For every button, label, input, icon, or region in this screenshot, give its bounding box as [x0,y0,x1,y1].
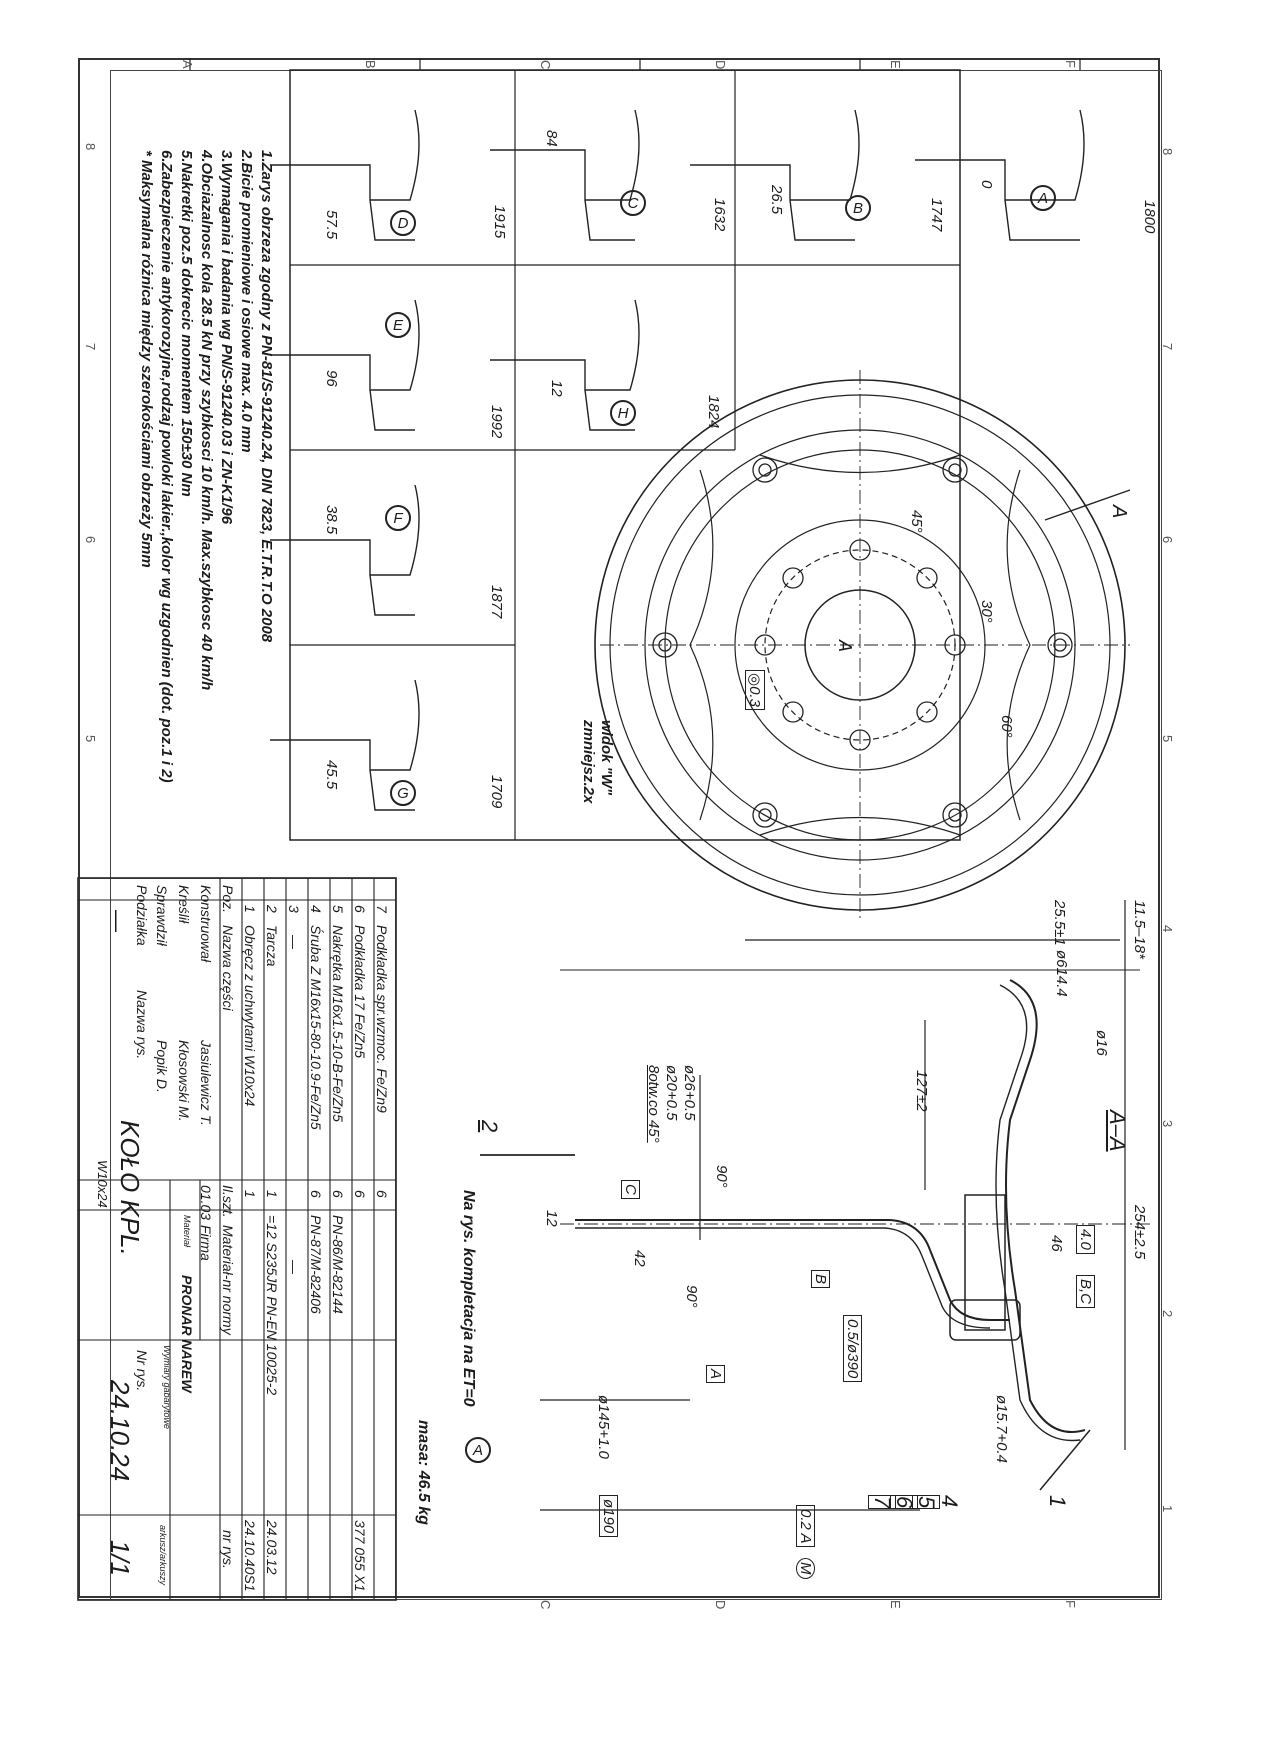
part-3-material: — [286,1260,302,1274]
variant-b-width: 1747 [928,198,945,232]
variant-h-width: 1824 [705,395,722,429]
note-1: 1.Zarys obrzeza zgodny z PN-81/S-91240.24, DIN 7823, E.T.R.T.O 2008 [258,150,275,643]
dim-w115: 11.5–18* [1131,900,1148,959]
part-2-poz: 2 [264,905,280,913]
angle-45: 45° [908,510,925,533]
balloon-1: 1 [1045,1495,1070,1508]
part-6-name: Podkładka 17 Fe/Zn5 [352,925,368,1059]
variant-c-marker: C [620,190,646,216]
datum-bc: B,C [1076,1275,1095,1308]
dim-r16: ø16 [1093,1030,1110,1056]
zone-e-bottom: E [888,1600,903,1609]
part-2-name: Tarcza [264,925,280,967]
zone-3: 3 [1160,1120,1175,1128]
part-2-nr: 24.03.12 [264,1520,280,1575]
header-name: Nazwa części [220,925,236,1011]
drawing-number: 24.10.24 [105,1380,135,1482]
zone-5: 5 [1160,735,1175,743]
et-letter: A [465,1437,491,1463]
concentricity-tolerance: ◎0.3 [745,670,765,710]
konstruowal-name: Jasiulewicz T. [198,1040,214,1126]
dim-12: 12 [543,1210,560,1227]
balloon-5: 5 [914,1496,939,1509]
zone-7-left: 7 [83,343,98,351]
firma: PRONAR NAREW [179,1275,195,1393]
datum-c: C [621,1180,640,1199]
part-2-material: =12 S235JR PN-EN 10025-2 [264,1215,280,1396]
angle-60: 60° [998,715,1015,738]
variant-e-marker: E [385,312,411,338]
date: 01.03 [198,1185,214,1221]
zone-d: D [713,60,728,70]
dim-d190: ø190 [599,1495,618,1537]
zone-6-left: 6 [83,536,98,544]
parts-top-nr: 377 055 X1 [352,1520,368,1592]
variant-g-offset: 45.5 [323,760,340,790]
variant-d-width: 1915 [491,205,508,239]
angle-30: 30° [978,600,995,623]
sprawdzil-label: Sprawdził [154,885,170,946]
datum-a: A [706,1365,725,1383]
zone-e: E [888,60,903,69]
note-6: 6.Zabezpieczenie antykorozyjne,rodzaj powloki lakier.,kolor wg uzgodnien (dot. poz.1 i 2) [158,150,175,783]
note-4: 4.Obciazalnosc kola 28.5 kN przy szybkosci 10 km/h. Max.szybkosc 40 km/h [198,150,215,691]
zone-6: 6 [1160,536,1175,544]
zone-8-left: 8 [83,143,98,151]
part-6-qty: 6 [352,1190,368,1198]
variant-a-marker: A [1030,185,1056,211]
dim-d157: ø15.7+0.4 [993,1395,1010,1463]
view-note-1: widok "W" [598,720,615,796]
podzialka-label: Podziałka [134,885,150,946]
zone-d-bottom: D [713,1600,728,1610]
variant-b-marker: B [845,195,871,221]
nazwa-label: Nazwa rys. [134,990,150,1060]
zone-f-bottom: F [1063,1600,1078,1608]
dim-d145: ø145+1.0 [595,1395,612,1459]
part-4-poz: 4 [308,905,324,913]
section-title: A–A [1105,1110,1130,1152]
drawing-name: KOŁO KPL. [115,1120,145,1256]
sprawdzil-name: Popik D. [154,1040,170,1093]
zone-5-left: 5 [83,735,98,743]
view-note-2: zmniejsz.2x [580,720,597,804]
header-qty: Il.szt. [220,1185,236,1218]
dim-holes: 8otw.co 45° [645,1065,662,1143]
part-1-poz: 1 [242,905,258,913]
balloon-6: 6 [892,1496,917,1509]
dim-w255: 25.5±1 [1051,900,1068,946]
part-5-poz: 5 [330,905,346,913]
variant-c-offset: 84 [543,130,560,147]
dim-42: 42 [631,1250,648,1267]
mmc-mark: M [796,1558,815,1579]
variant-c-width: 1632 [711,198,728,232]
header-poz: Poz. [220,885,236,914]
variant-h-offset: 12 [548,380,565,397]
variant-g-width: 1709 [488,775,505,809]
variant-e-width: 1992 [488,405,505,439]
variant-f-marker: F [385,505,411,531]
dim-runout-40: 4.0 [1076,1225,1095,1254]
section-mark-a: A [1108,505,1130,519]
material-label: Materiał [182,1215,192,1248]
variant-e-offset: 96 [323,370,340,387]
position-tolerance: 0.2 A [796,1505,815,1547]
dim-w254: 254±2.5 [1131,1205,1148,1260]
part-6-poz: 6 [352,905,368,913]
variant-f-offset: 38.5 [323,505,340,535]
zone-2: 2 [1160,1310,1175,1318]
arkusz-label: arkusz/arkuszy [158,1525,168,1586]
variant-f-width: 1877 [488,585,505,619]
header-material: Materiał-nr normy [220,1225,236,1335]
note-5: 5.Nakretki poz.5 dokrecic momentem 150±30 Nm [178,150,195,497]
dim-angle-90b: 90° [683,1285,700,1308]
kreslil-label: Kreślił [176,885,192,924]
dim-angle-90: 90° [713,1165,730,1188]
variant-d-marker: D [390,210,416,236]
dim-d26: ø26+0.5 [681,1065,698,1121]
zone-f: F [1063,60,1078,68]
balloon-7: 7 [870,1496,895,1509]
balloon-4: 4 [937,1495,962,1508]
konstruowal-label: Konstruował [198,885,214,963]
zone-a: A [180,60,195,69]
zone-c-bottom: C [538,1600,553,1610]
mass-note: masa: 46.5 kg [415,1420,432,1525]
balloon-2: 2 [477,1120,502,1133]
part-5-material: PN-86/M-82144 [330,1215,346,1314]
kreslil-name: Kłosowski M. [176,1040,192,1122]
part-4-name: Śruba Z M16x15-80-10.9-Fe/Zn5 [308,925,324,1130]
datum-b: B [811,1270,830,1288]
sheet-count: 1/1 [105,1540,135,1577]
podzialka-value: — [105,910,130,932]
header-nr: nr rys. [220,1530,236,1569]
dim-d20: ø20+0.5 [663,1065,680,1121]
runout-tolerance: 0.5/ø390 [843,1315,862,1382]
part-2-qty: 1 [264,1190,280,1198]
part-1-nr: 24.10.40S1 [242,1520,258,1592]
zone-4: 4 [1160,925,1175,933]
dim-46: 46 [1048,1235,1065,1252]
firma-label: Firma [198,1225,214,1261]
variant-a-width: 1800 [1141,200,1158,234]
zone-b: B [363,60,378,69]
wymiary-label: Wymiary gabarytowe [162,1345,172,1430]
part-1-qty: 1 [242,1190,258,1198]
part-1-name: Obręcz z uchwytami W10x24 [242,925,258,1107]
variant-b-offset: 26.5 [768,185,785,215]
note-7: * Maksymalna różnica między szerokościami obrzeży 5mm [138,150,155,568]
part-5-qty: 6 [330,1190,346,1198]
part-5-name: Nakrętka M16x1.5-10-B-Fe/Zn5 [330,925,346,1122]
part-3-poz: 3 [286,905,302,913]
zone-7: 7 [1160,343,1175,351]
note-3: 3.Wymagania i badania wg PN/S-91240.03 i ZN-K1/96 [218,150,235,525]
variant-a-offset: 0 [978,180,995,189]
part-4-material: PN-87/M-82406 [308,1215,324,1314]
part-7-name: Podkładka spr.wzmoc. Fe/Zn9 [374,925,390,1113]
part-4-qty: 6 [308,1190,324,1198]
variant-d-offset: 57.5 [323,210,340,240]
zone-1: 1 [1160,1505,1175,1513]
center-mark-a: A [835,640,855,653]
dim-h127: 127±2 [913,1070,930,1112]
variant-h-marker: H [610,400,636,426]
variant-g-marker: G [390,780,416,806]
drawing-name-sub: W10x24 [95,1160,110,1208]
zone-c: C [538,60,553,70]
note-2: 2.Bicie promieniowe i osiowe max. 4.0 mm [238,150,255,453]
et-note: Na rys. kompletacja na ET=0 [460,1190,477,1407]
nr-label: Nr rys. [134,1350,150,1392]
part-7-qty: 6 [374,1190,390,1198]
dim-d6144: ø614.4 [1053,950,1070,997]
part-7-poz: 7 [374,905,390,913]
part-3-name: — [286,935,302,949]
zone-8: 8 [1160,148,1175,156]
